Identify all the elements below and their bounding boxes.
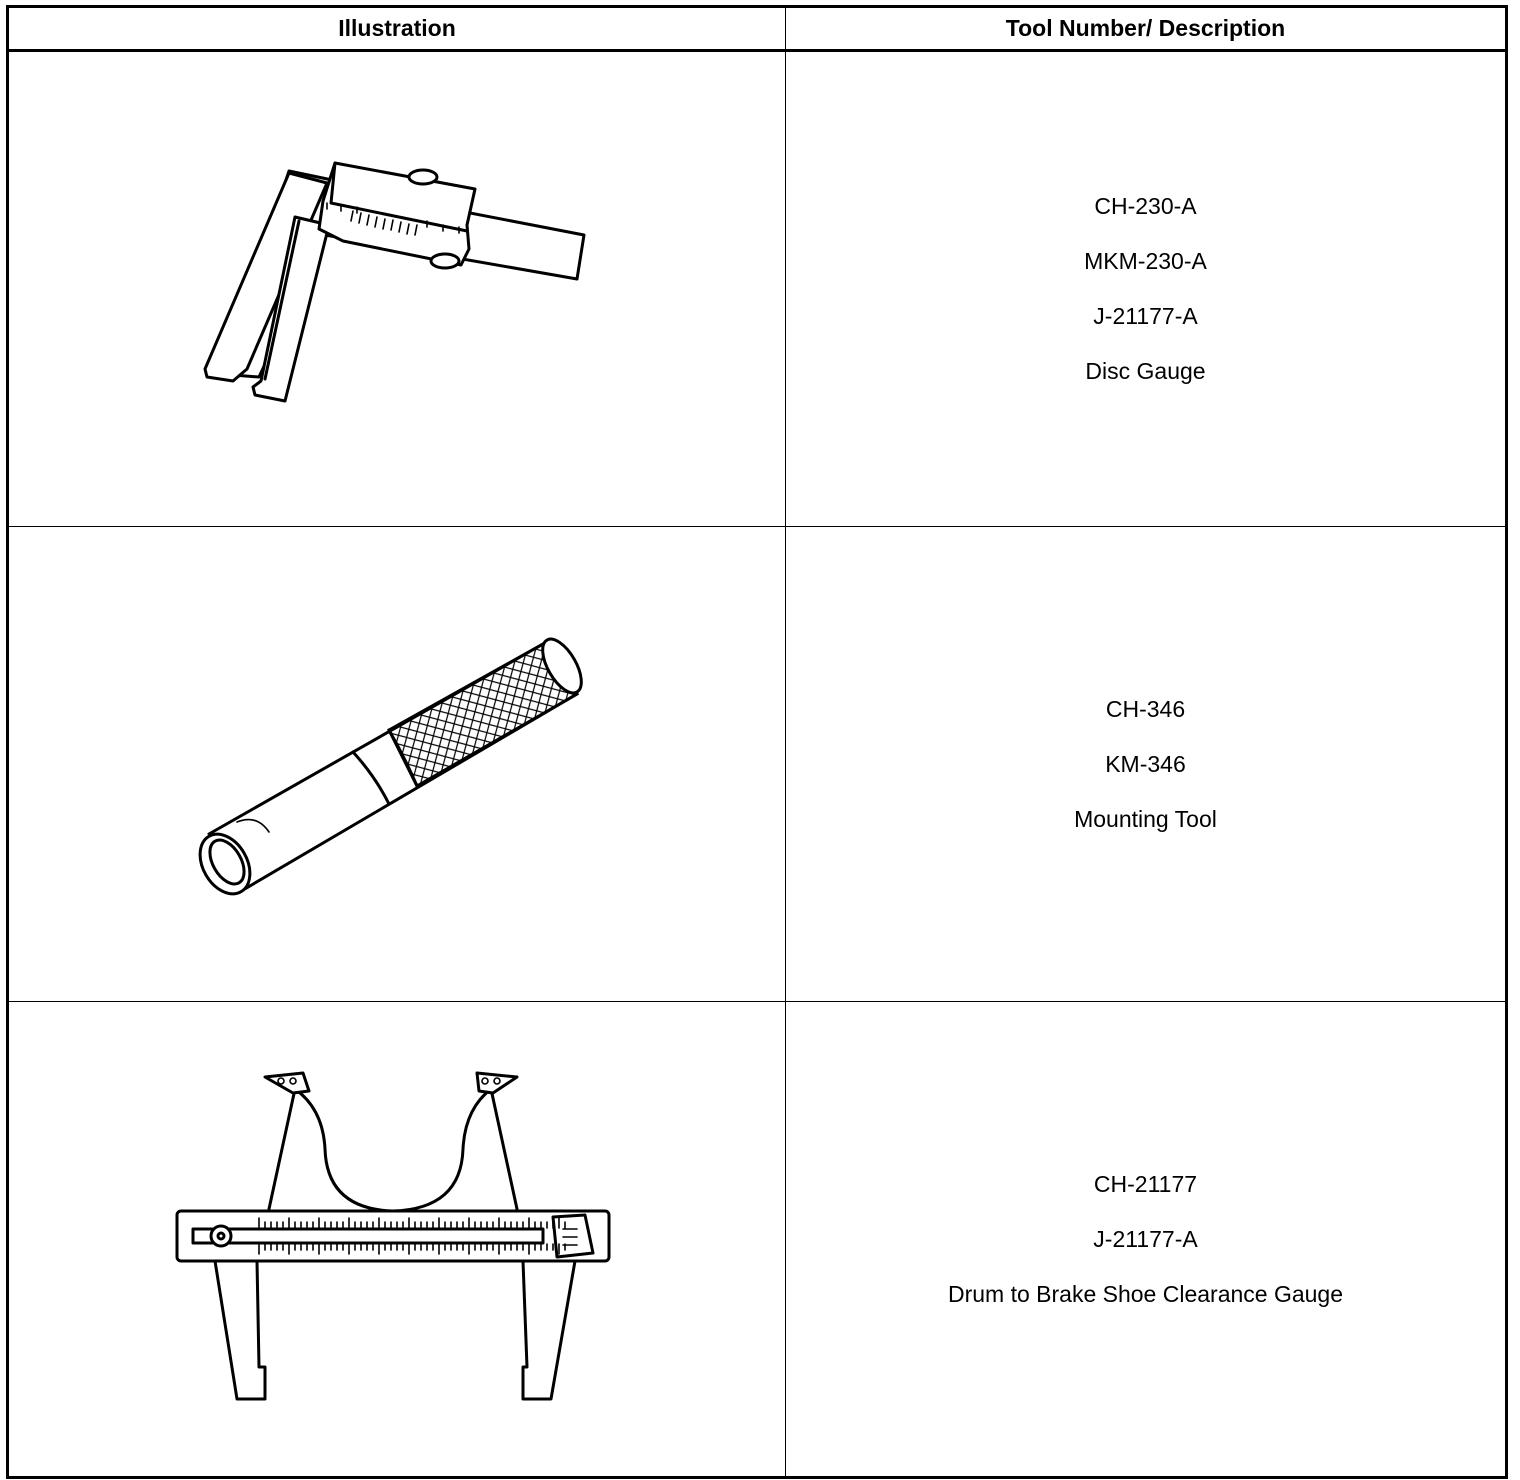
disc-gauge-illustration — [187, 149, 607, 429]
special-tools-table — [6, 5, 1508, 1479]
tool-number: CH-21177 — [1093, 1170, 1198, 1197]
tool-description-cell — [786, 1002, 1507, 1478]
tool-number: J-21177-A — [1093, 1225, 1198, 1252]
header-row — [8, 7, 1507, 51]
table-row — [8, 527, 1507, 1002]
tool-number: J-21177-A — [1093, 303, 1198, 329]
illustration-cell — [8, 1002, 786, 1478]
tool-description-cell — [786, 527, 1507, 1002]
tool-number: CH-346 — [1105, 695, 1186, 722]
tool-description: Disc Gauge — [1085, 358, 1206, 384]
tool-number: KM-346 — [1105, 750, 1186, 777]
tool-description: Mounting Tool — [1074, 805, 1217, 832]
tool-description: Drum to Brake Shoe Clearance Gauge — [947, 1280, 1344, 1307]
table-row — [8, 1002, 1507, 1478]
header-tool-number: Tool Number/ Description — [786, 7, 1507, 51]
mounting-tool-illustration — [187, 624, 607, 904]
drum-brake-clearance-gauge-illustration — [167, 1064, 627, 1414]
illustration-cell — [8, 51, 786, 527]
tool-description-cell — [786, 51, 1507, 527]
illustration-cell — [8, 527, 786, 1002]
tool-number: CH-230-A — [1094, 193, 1197, 219]
header-illustration: Illustration — [8, 7, 786, 51]
tool-number: MKM-230-A — [1084, 248, 1207, 274]
table-row — [8, 51, 1507, 527]
